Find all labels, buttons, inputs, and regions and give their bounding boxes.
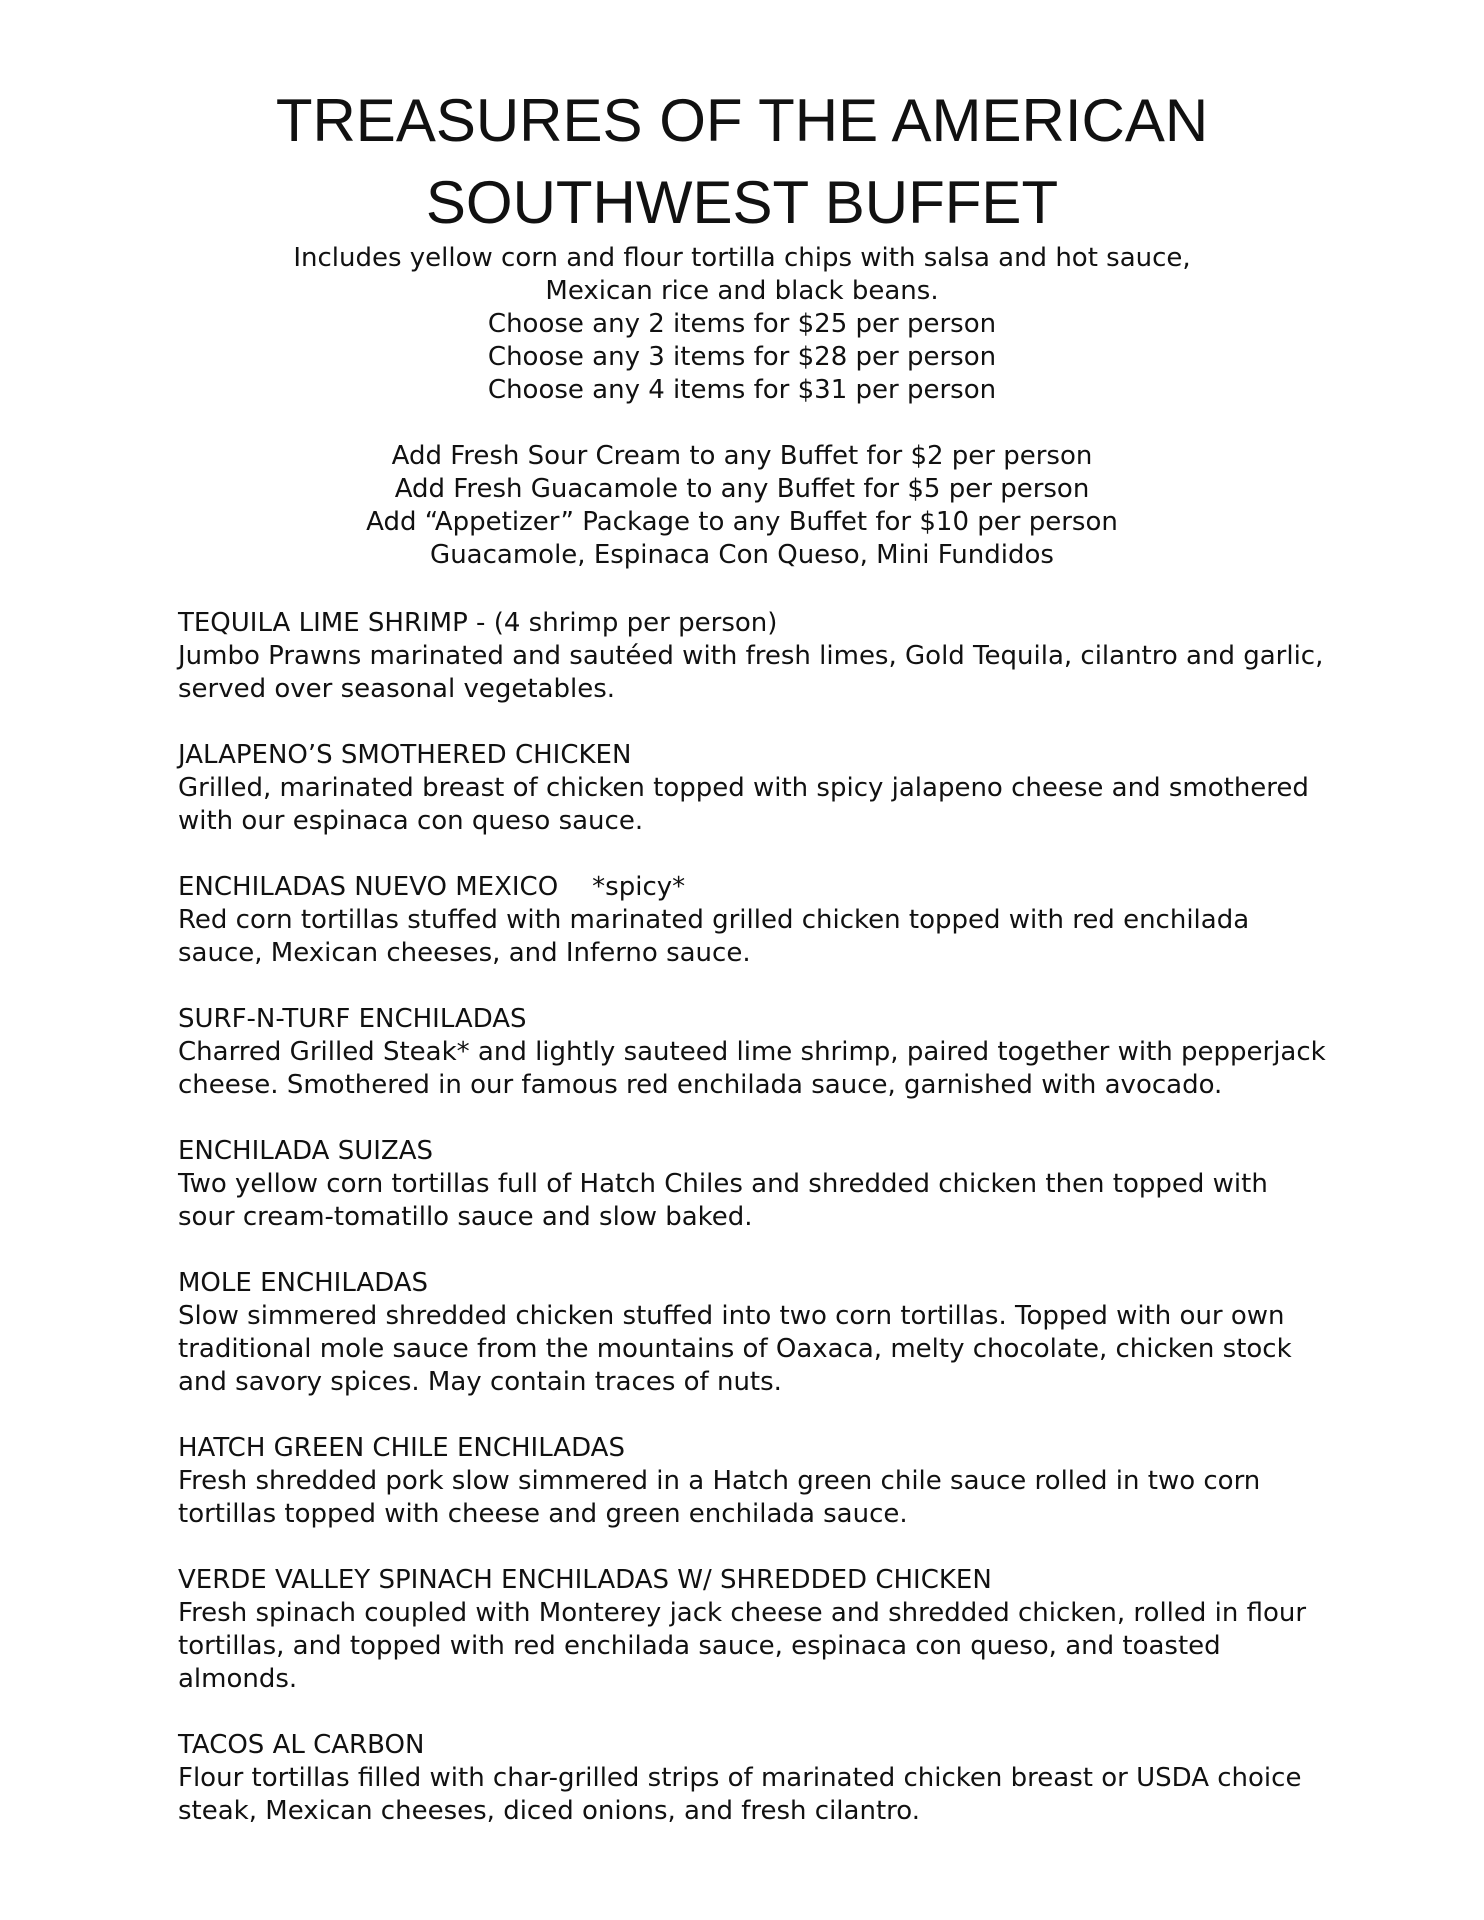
menu-item-name	[178, 1729, 1328, 1762]
menu-item-description: Fresh shredded pork slow simmered in a Hatch green chile sauce rolled in two corn tortillas topped with cheese and green enchilada sauce.	[178, 1466, 1261, 1529]
menu-item-name	[178, 607, 1328, 640]
menu-item-name-text: ENCHILADA SUIZAS	[178, 1136, 434, 1166]
price-4-items: Choose any 4 items for $31 per person	[487, 375, 997, 405]
menu-item-name-text: ENCHILADAS NUEVO MEXICO	[178, 872, 559, 902]
menu-item	[178, 1135, 1328, 1234]
menu-title-line-2: SOUTHWEST BUFFET	[425, 169, 1059, 236]
menu-item	[178, 1564, 1328, 1696]
menu-item-description: Slow simmered shredded chicken stuffed into two corn tortillas. Topped with our own traditional mole sauce from the mountains of Oaxaca, melty chocolate, chicken stock and savory spices. May contain traces of nuts.	[178, 1301, 1292, 1397]
price-3-items: Choose any 3 items for $28 per person	[487, 342, 997, 372]
menu-item	[178, 739, 1328, 838]
menu-item-name	[178, 1135, 1328, 1168]
spicy-tag: *spicy*	[592, 872, 686, 902]
menu-item	[178, 1729, 1328, 1828]
menu-item	[178, 1267, 1328, 1399]
menu-item-name-text: SURF-N-TURF ENCHILADAS	[178, 1004, 527, 1034]
menu-item-name	[178, 739, 1328, 772]
menu-item-description: Two yellow corn tortillas full of Hatch Chiles and shredded chicken then topped with sour cream-tomatillo sauce and slow baked.	[178, 1169, 1268, 1232]
menu-item-name-text: JALAPENO’S SMOTHERED CHICKEN	[178, 740, 632, 770]
menu-item-description: Charred Grilled Steak* and lightly sauteed lime shrimp, paired together with pepperjack cheese. Smothered in our famous red enchilada sauce, garnished with avocado.	[178, 1037, 1326, 1100]
menu-item-name-text: MOLE ENCHILADAS	[178, 1268, 429, 1298]
menu-title-line-1: TREASURES OF THE AMERICAN	[275, 87, 1209, 154]
menu-item-name	[178, 1432, 1328, 1465]
price-2-items: Choose any 2 items for $25 per person	[487, 309, 997, 339]
includes-line-1: Includes yellow corn and flour tortilla chips with salsa and hot sauce,	[293, 243, 1191, 273]
includes-line-2: Mexican rice and black beans.	[545, 276, 939, 306]
menu-item-name-text: TEQUILA LIME SHRIMP - (4 shrimp per person)	[178, 608, 778, 638]
addon-guacamole: Add Fresh Guacamole to any Buffet for $5 per person	[394, 474, 1090, 504]
menu-item	[178, 1432, 1328, 1531]
menu-item-description: Red corn tortillas stuffed with marinated grilled chicken topped with red enchilada sauce, Mexican cheeses, and Inferno sauce.	[178, 905, 1250, 968]
addon-appetizer: Add “Appetizer” Package to any Buffet for $10 per person	[366, 507, 1118, 537]
menu-item-name	[178, 871, 1328, 904]
menu-item	[178, 1003, 1328, 1102]
menu-item-name	[178, 1267, 1328, 1300]
intro-spacer	[0, 407, 1484, 440]
menu-item-description: Flour tortillas filled with char-grilled strips of marinated chicken breast or USDA choice steak, Mexican cheeses, diced onions, and fresh cilantro.	[178, 1763, 1302, 1826]
menu-item-name	[178, 1564, 1328, 1597]
menu-item-name	[178, 1003, 1328, 1036]
appetizer-contents: Guacamole, Espinaca Con Queso, Mini Fundidos	[430, 540, 1054, 570]
menu-item-description: Grilled, marinated breast of chicken topped with spicy jalapeno cheese and smothered with our espinaca con queso sauce.	[178, 773, 1309, 836]
buffet-intro	[0, 242, 1484, 572]
menu-title	[0, 80, 1484, 244]
menu-item-name-text: TACOS AL CARBON	[178, 1730, 425, 1760]
menu-item	[178, 607, 1328, 706]
menu-item-name-text: VERDE VALLEY SPINACH ENCHILADAS W/ SHREDDED CHICKEN	[178, 1565, 992, 1595]
addon-sour-cream: Add Fresh Sour Cream to any Buffet for $2 per person	[391, 441, 1093, 471]
menu-item-name-text: HATCH GREEN CHILE ENCHILADAS	[178, 1433, 625, 1463]
menu-item	[178, 871, 1328, 970]
menu-item-description: Jumbo Prawns marinated and sautéed with fresh limes, Gold Tequila, cilantro and garlic, served over seasonal vegetables.	[178, 641, 1324, 704]
menu-item-description: Fresh spinach coupled with Monterey jack cheese and shredded chicken, rolled in flour tortillas, and topped with red enchilada sauce, espinaca con queso, and toasted almonds.	[178, 1598, 1307, 1694]
menu-item-list	[178, 607, 1328, 1861]
